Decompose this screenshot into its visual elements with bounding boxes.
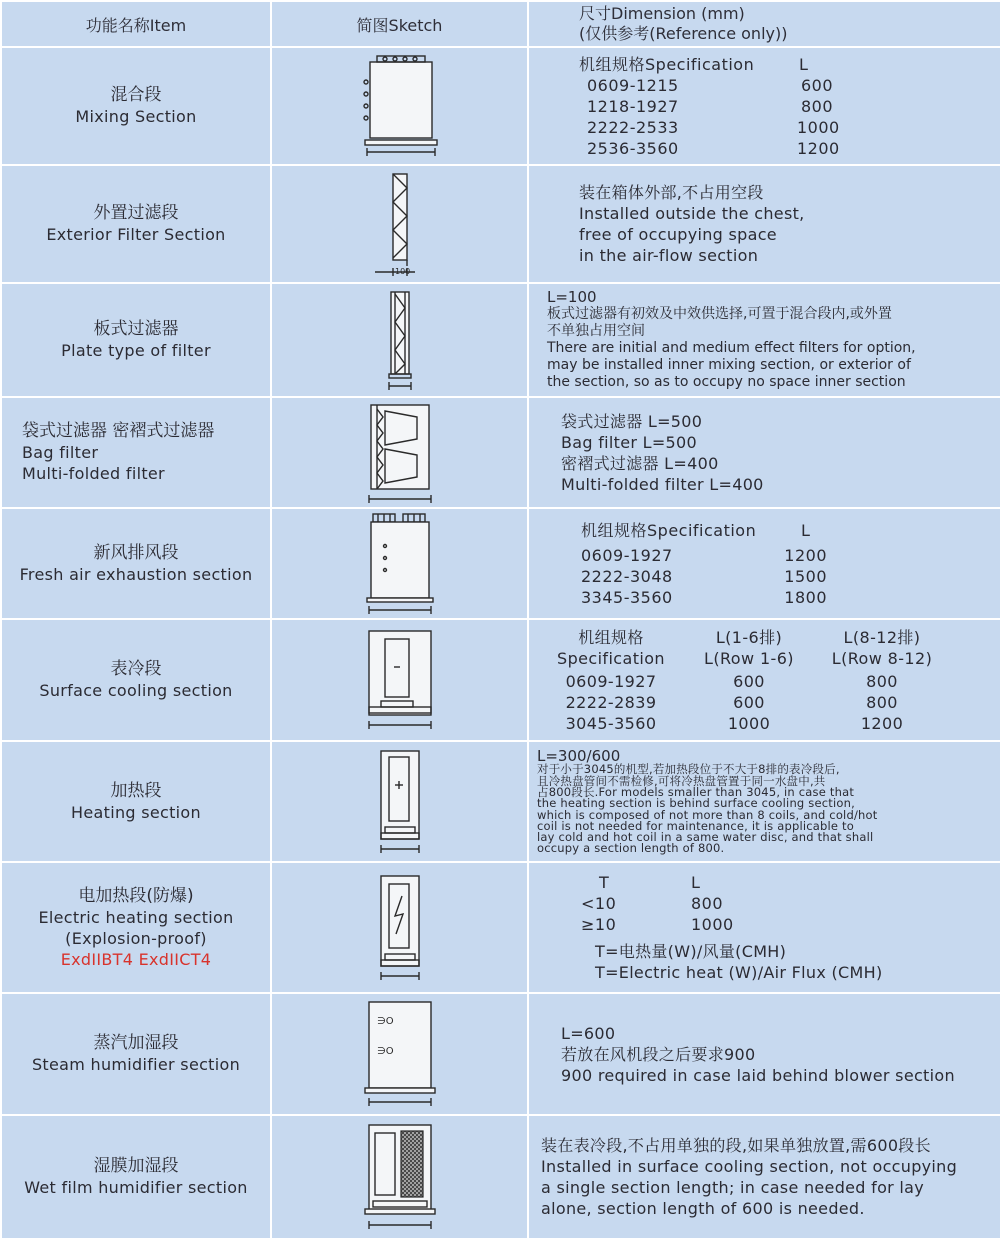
dimension-line: may be installed inner mixing section, or exterior of (547, 357, 911, 373)
electric-heating-sketch-icon (355, 872, 445, 984)
table-row (1, 619, 1000, 741)
section-name-en: (Explosion-proof) (65, 928, 207, 948)
dimension-line: 900 required in case laid behind blower section (561, 1065, 955, 1085)
section-name-en: Plate type of filter (61, 341, 211, 360)
spec-header-l2: L(8-12排) (843, 627, 921, 647)
dimension-line: L=300/600 (537, 747, 621, 766)
spec-range: 0609-1215 (587, 75, 679, 95)
dimension-line: T=电热量(W)/风量(CMH) (595, 942, 787, 961)
section-name-cn: 电加热段(防爆) (78, 885, 194, 906)
spec-header-l1: L(Row 1-6) (704, 648, 794, 668)
section-name-en: Fresh air exhaustion section (19, 564, 253, 584)
dimension-line: which is composed of not more than 8 coils, and cold/hot (537, 807, 878, 822)
spec-length: 1200 (797, 138, 840, 158)
dimension-cell (528, 862, 1000, 993)
section-name-en: Bag filter (22, 443, 99, 462)
spec-range: 3345-3560 (581, 587, 673, 607)
spec-length: 1000 (691, 915, 734, 934)
spec-range: 0609-1927 (581, 545, 673, 565)
spec-list (581, 893, 1000, 935)
dimension-line: 不单独占用空间 (547, 323, 645, 339)
spec-list (541, 669, 1000, 734)
section-name-cell (1, 165, 271, 283)
spec-range: <10 (581, 894, 617, 913)
fresh-air-exhaust-sketch-icon (355, 512, 445, 616)
section-name-cn: 表冷段 (110, 659, 162, 679)
dimension-line: 板式过滤器有初效及中效供选择,可置于混合段内,或外置 (547, 306, 892, 322)
spec-length: 800 (866, 671, 898, 691)
section-name-en: Heating section (71, 802, 201, 822)
spec-length: 800 (691, 894, 724, 913)
spec-header-label: Specification (557, 648, 665, 668)
table-row (1, 283, 1000, 397)
sketch-cell (271, 283, 528, 397)
sketch-cell (271, 508, 528, 619)
spec-header-t: T (599, 873, 610, 892)
spec-header (581, 872, 1000, 893)
section-name-cell (1, 397, 271, 508)
plate-filter-sketch-icon (355, 288, 445, 392)
spec-range: ≥10 (581, 915, 617, 934)
spec-header-label: 机组规格Specification (579, 54, 755, 74)
header-dimension-line2: (仅供参考(Reference only)) (579, 24, 788, 43)
header-item: 功能名称Item (85, 15, 187, 35)
section-name-en: Multi-folded filter (22, 464, 165, 483)
dimension-line: Multi-folded filter L=400 (561, 474, 764, 494)
spec-header (581, 520, 1000, 541)
spec-length: 600 (733, 692, 765, 712)
spec-length: 1800 (784, 587, 827, 607)
spec-range: 2222-2533 (587, 117, 679, 137)
spec-header-l: L (801, 520, 811, 540)
spec-length: 1200 (784, 545, 827, 565)
section-name-cell (1, 508, 271, 619)
dimension-line: L=100 (547, 288, 597, 306)
dimension-cell (528, 165, 1000, 283)
spec-length: 1000 (797, 117, 840, 137)
sketch-cell (271, 993, 528, 1115)
dimension-line: 装在表冷段,不占用单独的段,如果单独放置,需600段长 (541, 1136, 931, 1155)
dimension-line: L=600 (561, 1023, 616, 1043)
dimension-line: a single section length; in case needed for lay (541, 1178, 925, 1197)
spec-length: 1500 (784, 566, 827, 586)
spec-length: 800 (866, 692, 898, 712)
wet-film-humidifier-sketch-icon (355, 1121, 445, 1233)
spec-range: 3045-3560 (565, 713, 657, 733)
sketch-dimension-label: 100 (394, 267, 410, 276)
section-name-cn: 袋式过滤器 密褶式过滤器 (22, 421, 215, 441)
dimension-line: coil is not needed for maintenance, it is applicable to (537, 818, 855, 833)
header-dimension-line1: 尺寸Dimension (mm) (579, 4, 745, 23)
surface-cooling-sketch-icon (355, 627, 445, 733)
spec-length: 1000 (727, 713, 771, 733)
section-name-cn: 湿膜加湿段 (93, 1156, 179, 1176)
svg-text:∋O: ∋O (376, 1016, 394, 1027)
spec-header (579, 54, 1000, 75)
spec-range: 2536-3560 (587, 138, 679, 158)
dimension-line: 装在箱体外部,不占用空段 (579, 183, 764, 202)
table-row (1, 741, 1000, 862)
dimension-line: lay cold and hot coil in a same water disc, and that shall (537, 830, 874, 845)
explosion-proof-rating: ExdIIBT4 ExdIICT4 (60, 949, 212, 969)
dimension-cell (528, 619, 1000, 741)
dimension-cell (528, 1115, 1000, 1239)
dimension-cell (528, 397, 1000, 508)
dimension-line: 袋式过滤器 L=500 (561, 411, 703, 431)
sketch-cell (271, 1115, 528, 1239)
section-name-cn: 蒸汽加湿段 (93, 1033, 179, 1053)
steam-humidifier-sketch-icon (355, 998, 445, 1110)
dimension-cell (528, 47, 1000, 165)
dimension-line: T=Electric heat (W)/Air Flux (CMH) (595, 963, 883, 982)
dimension-line: Installed outside the chest, (579, 204, 805, 223)
section-name-cell (1, 741, 271, 862)
spec-list (579, 75, 1000, 159)
dimension-cell (528, 508, 1000, 619)
sketch-cell (271, 397, 528, 508)
section-name-cell (1, 283, 271, 397)
section-name-cell (1, 862, 271, 993)
header-sketch: 简图Sketch (356, 15, 443, 35)
spec-header-l1: L(1-6排) (715, 627, 783, 647)
bag-filter-sketch-icon (355, 401, 445, 505)
dimension-line: 占800段长.For models smaller than 3045, in case that (537, 784, 855, 799)
section-name-cell (1, 993, 271, 1115)
heating-section-sketch-icon (355, 747, 445, 857)
sketch-cell (271, 47, 528, 165)
table-row (1, 165, 1000, 283)
dimension-line: 密褶式过滤器 L=400 (561, 453, 719, 473)
dimension-line: 且冷热盘管间不需检修,可将冷热盘管置于同一水盘中,共 (537, 773, 826, 788)
spec-header-label: 机组规格 (578, 627, 644, 647)
header-item-cell (1, 1, 271, 47)
sketch-cell (271, 741, 528, 862)
dimension-line: 对于小于3045的机型,若加热段位于不大于8排的表冷段后, (537, 762, 840, 777)
spec-range: 2222-3048 (581, 566, 673, 586)
section-name-en: Wet film humidifier section (24, 1178, 248, 1197)
section-name-en: Surface cooling section (39, 681, 233, 700)
sketch-cell (271, 619, 528, 741)
spec-header-en (541, 648, 1000, 669)
table-row (1, 508, 1000, 619)
dimension-cell (528, 741, 1000, 862)
section-name-cn: 加热段 (110, 780, 162, 801)
section-name-cell (1, 1115, 271, 1239)
spec-header-l: L (799, 54, 809, 74)
sketch-cell (271, 862, 528, 993)
table-row (1, 47, 1000, 165)
svg-text:∋O: ∋O (376, 1046, 394, 1057)
spec-header-l: L (691, 873, 701, 892)
header-dimension-cell (528, 1, 1000, 47)
section-name-cn: 外置过滤段 (93, 203, 179, 223)
spec-length: 800 (800, 96, 833, 116)
mixing-section-sketch-icon (355, 54, 445, 158)
section-name-cell (1, 619, 271, 741)
dimension-line: There are initial and medium effect filters for option, (547, 340, 916, 356)
spec-length: 600 (733, 671, 765, 691)
dimension-line: the section, so as to occupy no space inner section (547, 374, 906, 390)
header-row (1, 1, 1000, 47)
spec-range: 1218-1927 (587, 96, 679, 116)
dimension-cell (528, 993, 1000, 1115)
spec-header-label: 机组规格Specification (581, 520, 757, 540)
header-sketch-cell (271, 1, 528, 47)
section-name-cn: 板式过滤器 (93, 319, 179, 339)
spec-range: 0609-1927 (565, 671, 657, 691)
spec-length: 1200 (860, 713, 904, 733)
spec-header (541, 627, 1000, 648)
section-name-cn: 新风排风段 (93, 542, 179, 563)
dimension-line: free of occupying space (579, 225, 777, 244)
dimension-line: in the air-flow section (579, 246, 759, 265)
table-row (1, 862, 1000, 993)
table-row (1, 397, 1000, 508)
dimension-line: the heating section is behind surface cooling section, (537, 796, 855, 811)
dimension-line: 若放在风机段之后要求900 (561, 1044, 756, 1064)
sketch-cell (271, 165, 528, 283)
section-name-en: Electric heating section (38, 907, 234, 927)
exterior-filter-sketch-icon (355, 170, 445, 278)
spec-length: 600 (800, 75, 833, 95)
dimension-line: Installed in surface cooling section, not occupying (541, 1157, 958, 1176)
dimension-line: occupy a section length of 800. (537, 841, 725, 856)
dimension-line: alone, section length of 600 is needed. (541, 1199, 865, 1218)
table-row (1, 993, 1000, 1115)
table-row (1, 1115, 1000, 1239)
dimension-cell (528, 283, 1000, 397)
section-name-cell (1, 47, 271, 165)
section-name-en: Steam humidifier section (31, 1055, 241, 1074)
spec-list (581, 541, 1000, 608)
section-name-cn: 混合段 (110, 85, 162, 105)
dimension-line: Bag filter L=500 (561, 432, 697, 452)
section-name-en: Exterior Filter Section (46, 225, 226, 244)
spec-header-l2: L(Row 8-12) (831, 648, 933, 668)
section-name-en: Mixing Section (75, 107, 197, 126)
spec-range: 2222-2839 (565, 692, 657, 712)
